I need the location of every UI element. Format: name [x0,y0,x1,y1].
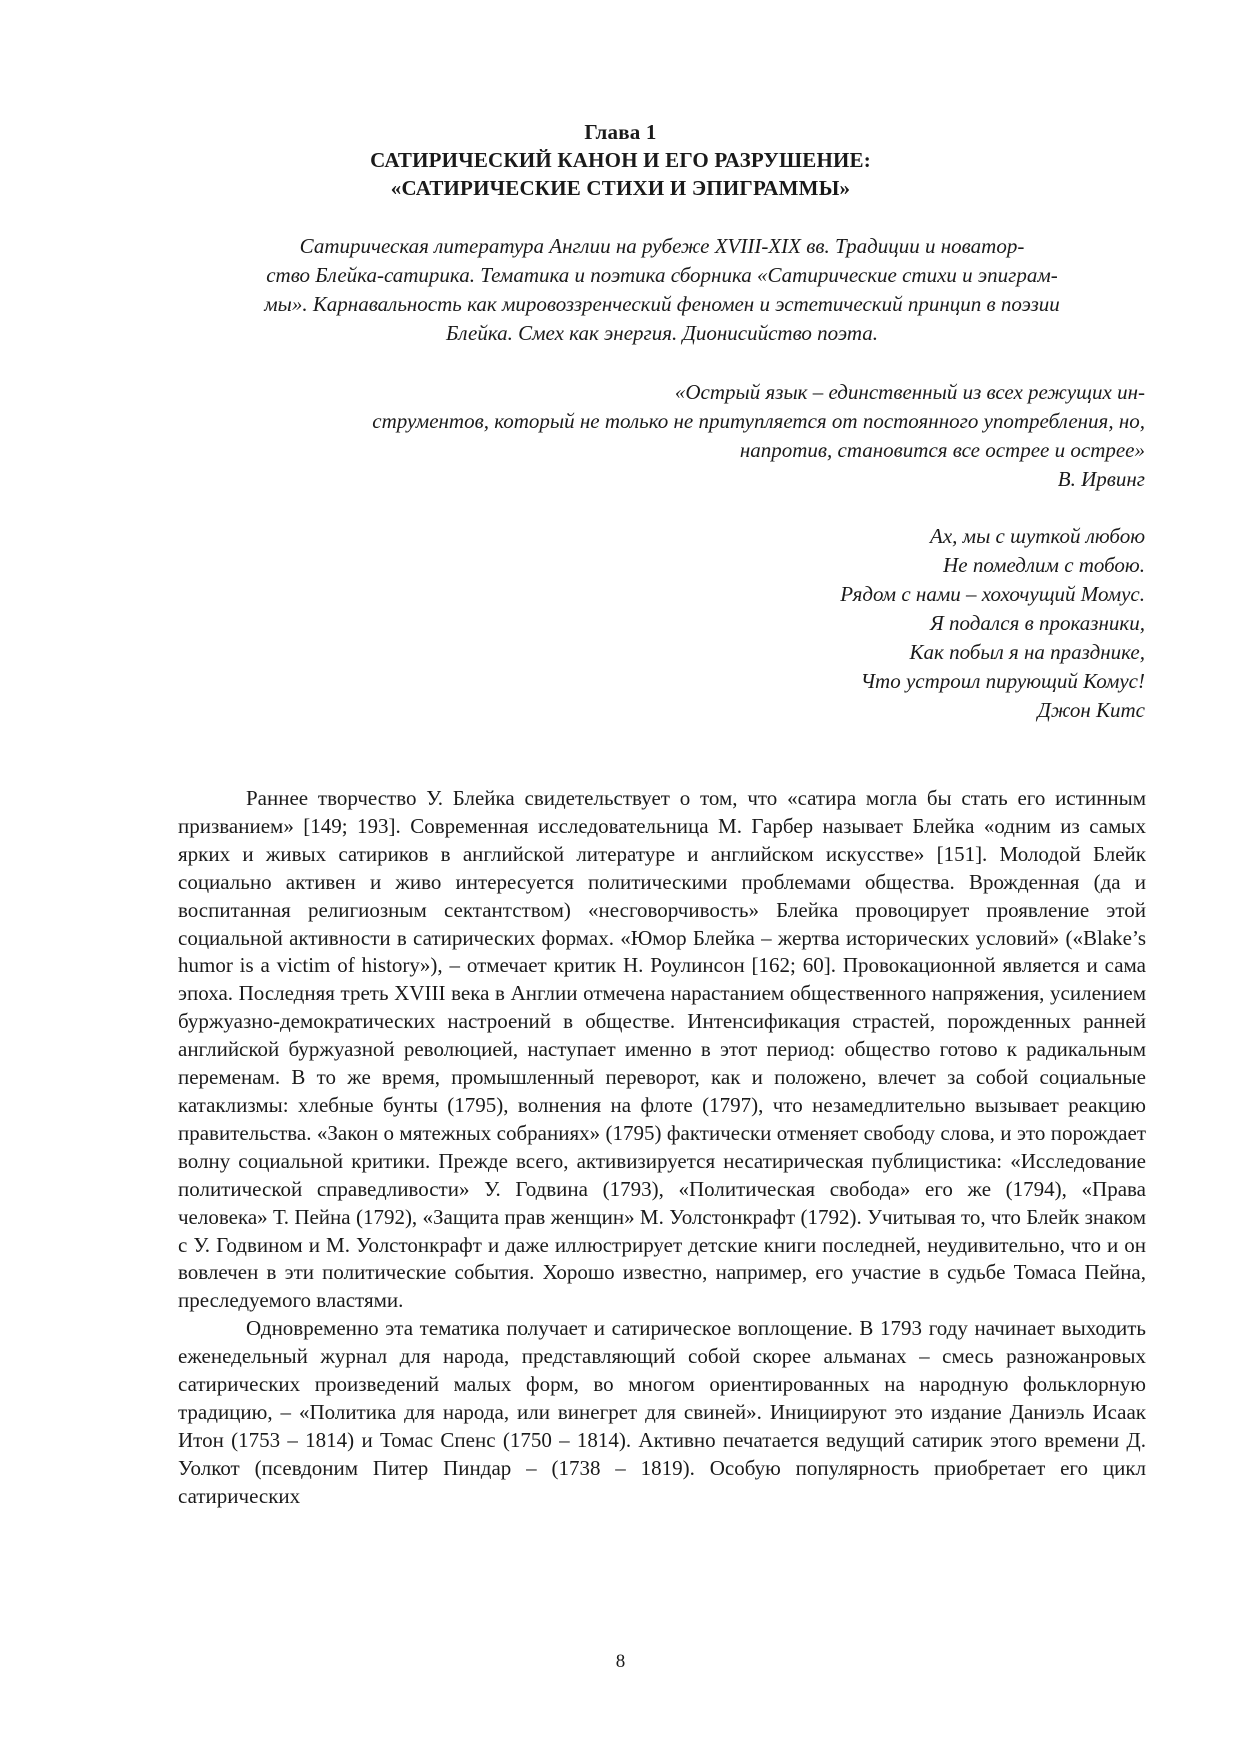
epigraph-line: «Острый язык – единственный из всех режущих ин- [674,380,1145,404]
page-number: 8 [615,1651,626,1672]
abstract-line: Блейка. Смех как энергия. Дионисийство поэта. [445,321,879,345]
chapter-abstract [178,232,1146,348]
epigraph-line: напротив, становится все острее и острее» [739,438,1145,462]
chapter-title-line-2: «САТИРИЧЕСКИЕ СТИХИ И ЭПИГРАММЫ» [390,176,851,200]
chapter-title-line-1: САТИРИЧЕСКИЙ КАНОН И ЕГО РАЗРУШЕНИЕ: [370,148,871,172]
abstract-line: ство Блейка-сатирика. Тематика и поэтика сборника «Сатирические стихи и эпиграм- [266,263,1058,287]
epigraph-keats [545,522,1145,725]
body-paragraph-2: Одновременно эта тематика получает и сатирическое воплощение. В 1793 году начинает выходить еженедельный журнал для народа, представляющий собой скорее альманах – смесь разножанровых сатирических произведений малых форм, во многом ориентированных на народную фольклорную традицию, – «Политика для народа, или винегрет для свиней». Инициируют это издание Даниэль Исаак Итон (1753 – 1814) и Томас Спенс (1750 – 1814). Активно печатается ведущий сатирик этого времени Д. Уолкот (псевдоним Питер Пиндар – (1738 – 1819). Особую популярность приобретает его цикл сатирических [178,1316,1146,1508]
epigraph-author: Джон Китс [1037,698,1145,722]
poem-line: Ах, мы с шуткой любою [930,524,1145,548]
poem-line: Я подался в проказники, [930,611,1145,635]
epigraph-author: В. Ирвинг [1057,467,1145,491]
poem-line: Что устроил пирующий Комус! [860,669,1145,693]
poem-line: Как побыл я на празднике, [909,640,1145,664]
chapter-heading [0,118,1241,202]
body-paragraph-1: Раннее творчество У. Блейка свидетельствует о том, что «сатира могла бы стать его истинным призванием» [149; 193]. Современная исследовательница М. Гарбер называет Блейка «одним из самых ярких и живых сатириков в английской литературе и английском искусстве» [151]. Молодой Блейк социально активен и живо интересуется политическими проблемами общества. Врожденная (да и воспитанная религиозным сектантством) «несговорчивость» Блейка провоцирует проявление этой социальной активности в сатирических формах. «Юмор Блейка – жертва исторических условий» («Blake’s humor is a victim of history»), – отмечает критик Н. Роулинсон [162; 60]. Провокационной является и сама эпоха. Последняя треть XVIII века в Англии отмечена нарастанием общественного напряжения, усилением буржуазно-демократических настроений в обществе. Интенсификация страстей, порожденных ранней английской буржуазной революцией, наступает именно в этот период: общество готово к радикальным переменам. В то же время, промышленный переворот, как и положено, влечет за собой социальные катаклизмы: хлебные бунты (1795), волнения на флоте (1797), что незамедлительно вызывает реакцию правительства. «Закон о мятежных собраниях» (1795) фактически отменяет свободу слова, и это порождает волну социальной критики. Прежде всего, активизируется несатирическая публицистика: «Исследование политической справедливости» У. Годвина (1793), «Политическая свобода» его же (1794), «Права человека» Т. Пейна (1792), «Защита прав женщин» М. Уолстонкрафт (1792). Учитывая то, что Блейк знаком с У. Годвином и М. Уолстонкрафт и даже иллюстрирует детские книги последней, неудивительно, что и он вовлечен в эти политические события. Хорошо известно, например, его участие в судьбе Томаса Пейна, преследуемого властями. [178,786,1146,1313]
epigraph-line: струментов, который не только не притупляется от постоянного употребления, но, [372,409,1145,433]
abstract-line: Сатирическая литература Англии на рубеже XVIII-XIX вв. Традиции и новатор- [299,234,1025,258]
epigraph-irving [185,378,1145,494]
chapter-label: Глава 1 [584,120,657,144]
poem-line: Рядом с нами – хохочущий Момус. [840,582,1145,606]
abstract-line: мы». Карнавальность как мировоззренческий феномен и эстетический принцип в поэзии [264,292,1060,316]
poem-line: Не помедлим с тобою. [943,553,1145,577]
body-text [178,785,1146,1511]
